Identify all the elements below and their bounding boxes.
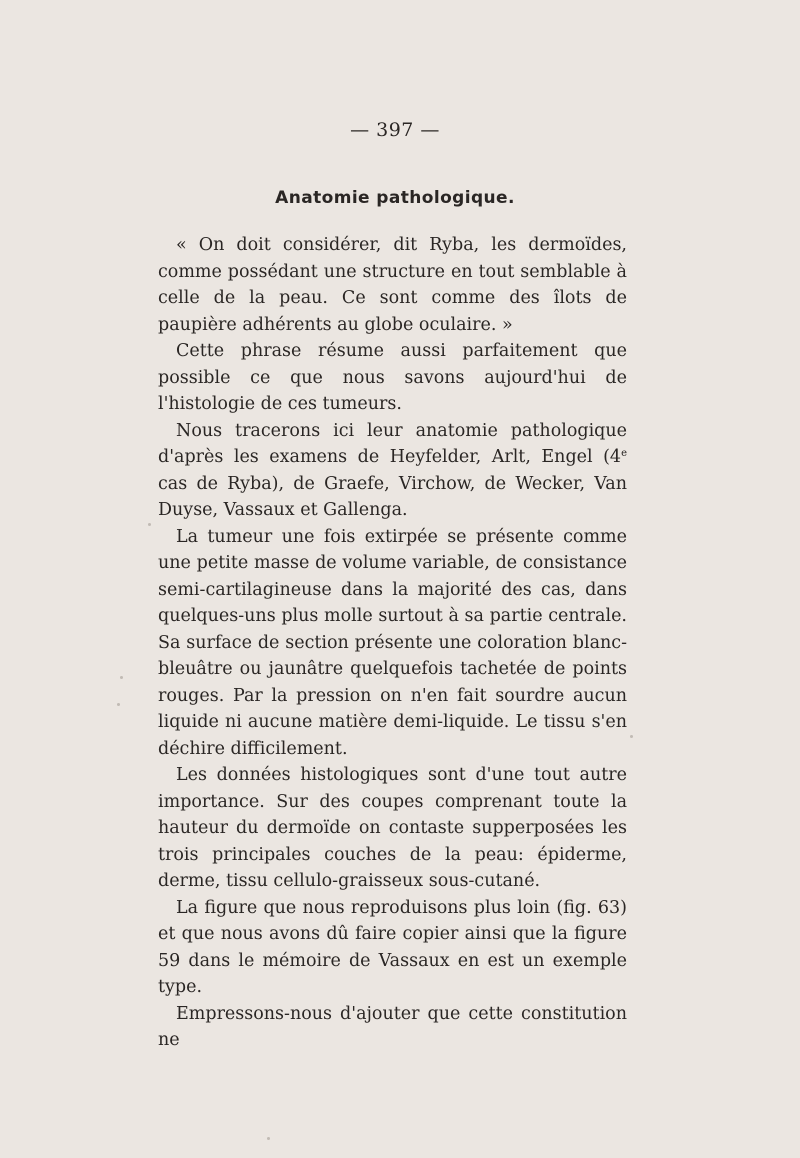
sources-text-start: Nous tracerons ici leur anatomie pathologique d'après les examens de Heyfelder, Arlt, Engel (4 bbox=[158, 420, 627, 467]
sources-text-end: cas de Ryba), de Graefe, Virchow, de Wecker, Van Duyse, Vassaux et Gallenga. bbox=[158, 473, 627, 520]
paragraph-continuation: Empressons-nous d'ajouter que cette constitution ne bbox=[158, 1003, 627, 1050]
section-title: Anatomie pathologique. bbox=[275, 188, 515, 208]
paragraph-figure-reference: La figure que nous reproduisons plus loin (fig. 63) et que nous avons dû faire copier ainsi que la figure 59 dans le mémoire de Vassaux en est un exemple type. bbox=[158, 897, 627, 997]
paper-speck bbox=[267, 1137, 270, 1140]
paper-speck bbox=[117, 703, 120, 706]
page-number: — 397 — bbox=[350, 119, 440, 141]
paper-speck bbox=[120, 676, 123, 679]
paragraph-sources bbox=[158, 418, 627, 524]
paper-speck bbox=[630, 735, 633, 738]
body-text bbox=[158, 232, 627, 1054]
paper-speck bbox=[148, 523, 151, 526]
paragraph-tumor-description: La tumeur une fois extirpée se présente comme une petite masse de volume variable, de consistance semi-cartilagineuse dans la majorité des cas, dans quelques-uns plus molle surtout à sa partie centrale. Sa surface de section présente une coloration blanc-bleuâtre ou jaunâtre quelquefois tachetée de points rouges. Par la pression on n'en fait sourdre aucun liquide ni aucune matière demi-liquide. Le tissu s'en déchire difficilement. bbox=[158, 526, 627, 759]
paragraph-ryba-quote: « On doit considérer, dit Ryba, les dermoïdes, comme possédant une structure en tout semblable à celle de la peau. Ce sont comme des îlots de paupière adhérents au globe oculaire. » bbox=[158, 235, 627, 335]
ordinal-superscript: e bbox=[621, 448, 627, 459]
paragraph-histology-summary: Cette phrase résume aussi parfaitement que possible ce que nous savons aujourd'hui de l'histologie de ces tumeurs. bbox=[158, 341, 627, 414]
paragraph-histological-data: Les données histologiques sont d'une tout autre importance. Sur des coupes comprenant toute la hauteur du dermoïde on contaste supperposées les trois principales couches de la peau: épiderme, derme, tissu cellulo-graisseux sous-cutané. bbox=[158, 765, 627, 891]
